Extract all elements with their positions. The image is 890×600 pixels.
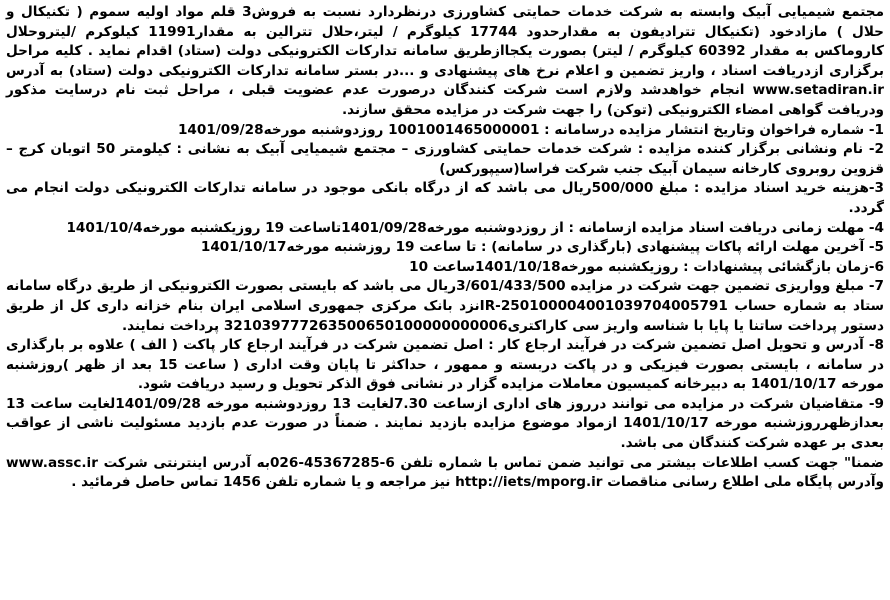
item-9-site-visit: 9- متقاضیان شرکت در مزایده می توانند درروز های اداری ازساعت 7.30لغایت 13 روزدوشنبه مورخه 1401/09/28لغایت ساعت 13 بعدازظهرروزشنبه مورخه 1401/10/17 ازمواد موضوع مزایده بازدید نمایند . ضمناً در صورت عدم بازدید مسئولیت ناشی از عواقب بعدی بر عهده شرکت کنندگان می باشد. [6,395,884,452]
item-4-document-deadline: 4- مهلت زمانی دریافت اسناد مزایده ازسامانه : از روزدوشنبه مورخه1401/09/28تاساعت 19 روزیکشنبه مورخه1401/10/4 [66,219,884,236]
item-7-guarantee-amount: 7- مبلغ وواریزی تضمین جهت شرکت در مزایده 3/601/433/500ریال می باشد که بایستی بصورت الکترونیکی از طریق درگاه سامانه ستاد به شماره حساب IR-250100004001039704005791نزد بانک مرکزی جمهوری اسلامی ایران بنام خزانه داری کل از طریق دستور پرداخت ساتنا یا پایا با شناسه واریز سی کاراکتری321039777263500650100000000006 پرداخت نمایند. [6,278,885,334]
tender-notice [6,3,884,493]
item-8-guarantee-delivery: 8- آدرس و تحویل اصل تضمین شرکت در فرآیند ارجاع کار : اصل تضمین شرکت در فرآیند ارجاع کار پاکت ( الف ) علاوه بر بارگذاری در سامانه ، بایستی بصورت فیزیکی و در پاکت دربسته و ممهور ، حداکثر تا پایان وقت اداری ( ساعت 15 بعد از ظهر )روزشنبه مورخه 1401/10/17 به دبیرخانه کمیسیون معاملات مزایده گزار در نشانی فوق الذکر تحویل و رسید دریافت شود. [6,337,884,393]
contact-paragraph: ضمنا" جهت کسب اطلاعات بیشتر می توانید ضمن تماس با شماره تلفن 6-45367285-026به آدرس اینترنتی شرکت www.assc.ir وآدرس پایگاه ملی اطلاع رسانی مناقصات http://iets/mporg.ir نیز مراجعه و یا شماره تلفن 1456 تماس حاصل فرمائید . [6,454,885,491]
intro-paragraph: مجتمع شیمیایی آبیک وابسته به شرکت خدمات حمایتی کشاورزی درنظردارد نسبت به فروش3 قلم مواد اولیه سموم ( تکنیکال و حلال ) مازادخود (تکنیکال تترادیفون به مقدارحدود 17744 کیلوگرم / لیتر،حلال تترالین به مقدار11991 کیلوکرم /لیتروحلال کاروماکس به مقدار 60392 کیلوگرم / لیتر) بصورت یکجاازطریق سامانه تدارکات الکترونیکی دولت (ستاد) اقدام نماید . کلیه مراحل برگزاری ازدریافت اسناد ، واریز تضمین و اعلام نرخ های پیشنهادی و ...در بستر سامانه تدارکات الکترونیکی دولت (ستاد) به آدرس www.setadiran.ir انجام خواهدشد ولازم است شرکت کنندگان درصورت عدم عضویت قبلی ، مراحل ثبت نام درسایت مذکور ودریافت گواهی امضاء الکترونیکی (توکن) را جهت شرکت در مزایده محقق سازند. [6,4,884,118]
item-1-call-number: 1- شماره فراخوان وتاریخ انتشار مزایده درسامانه : 1001001465000001 روزدوشنبه مورخه1401/09/28 [177,121,884,138]
item-3-document-fee: 3-هزینه خرید اسناد مزایده : مبلغ 500/000ریال می باشد که از درگاه بانکی موجود در سامانه تدارکات الکترونیکی دولت انجام می گردد. [6,180,884,216]
item-6-opening-time: 6-زمان بازگشائی پیشنهادات : روزیکشنبه مورخه1401/10/18ساعت 10 [409,258,884,275]
item-5-bid-deadline: 5- آخرین مهلت ارائه پاکات پیشنهادی (بارگذاری در سامانه) : تا ساعت 19 روزشنبه مورخه1401/10/17 [200,239,884,256]
item-2-organizer-address: 2- نام ونشانی برگزار کننده مزایده : شرکت خدمات حمایتی کشاورزی – مجتمع شیمیایی آبیک به نشانی : کیلومتر 50 اتوبان کرج – قزوین روبروی کارخانه سیمان آبیک جنب شرکت فراسا(سیپورکس) [6,141,884,177]
